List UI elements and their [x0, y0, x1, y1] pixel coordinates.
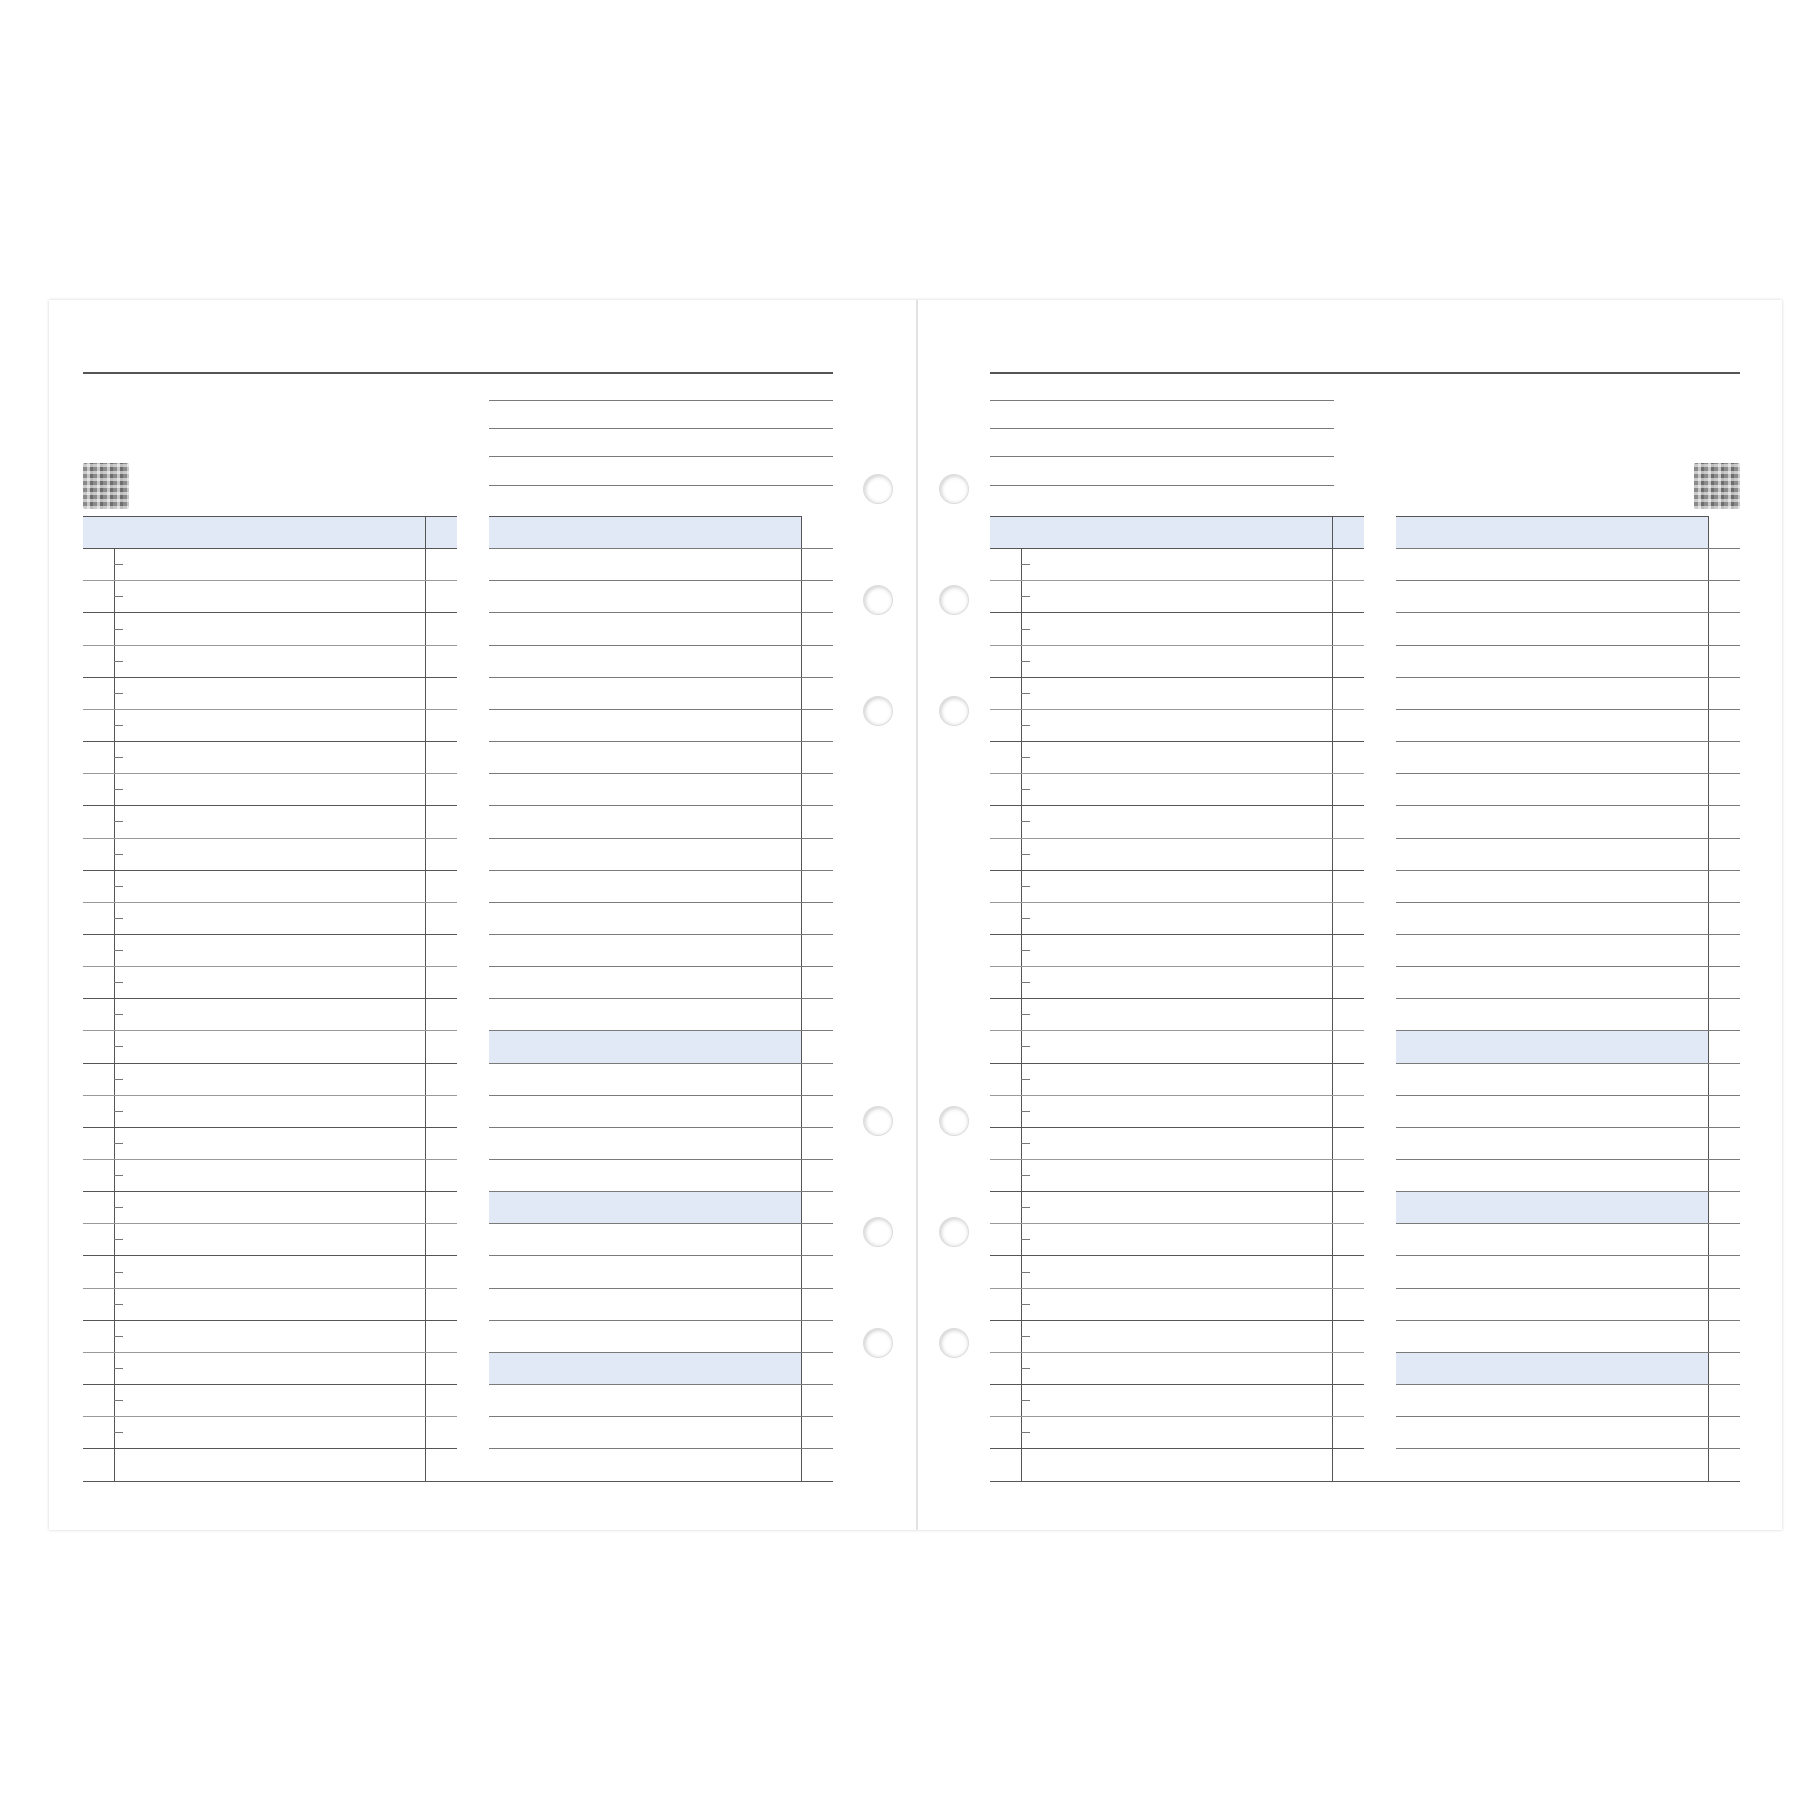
- today-line: [489, 400, 833, 401]
- schedule-line: [990, 645, 1364, 646]
- half-hour-tick: [114, 596, 123, 597]
- half-hour-tick: [1021, 1111, 1030, 1112]
- notes-line: [1396, 934, 1740, 935]
- half-hour-tick: [114, 1207, 123, 1208]
- half-hour-tick: [114, 1079, 123, 1080]
- schedule-line: [990, 1191, 1364, 1192]
- today-line: [990, 400, 1334, 401]
- notes-line: [1396, 1416, 1740, 1417]
- center-fold: [916, 300, 918, 1530]
- binder-hole: [863, 585, 893, 615]
- schedule-line: [83, 1448, 457, 1449]
- notes-line: [1396, 645, 1740, 646]
- schedule-line: [990, 1223, 1364, 1224]
- schedule-line: [990, 805, 1364, 806]
- notes-line: [1396, 838, 1740, 839]
- schedule-line: [990, 1063, 1364, 1064]
- half-hour-tick: [114, 1014, 123, 1015]
- half-hour-tick: [114, 854, 123, 855]
- half-hour-tick: [1021, 1046, 1030, 1047]
- notes-line: [1396, 1352, 1740, 1353]
- schedule-line: [83, 1063, 457, 1064]
- schedule-line: [990, 838, 1364, 839]
- half-hour-tick: [1021, 1143, 1030, 1144]
- today-line: [489, 456, 833, 457]
- half-hour-tick: [1021, 564, 1030, 565]
- half-hour-tick: [114, 1400, 123, 1401]
- schedule-line: [990, 1384, 1364, 1385]
- half-hour-tick: [1021, 789, 1030, 790]
- notes-line: [489, 998, 833, 999]
- schedule-line: [990, 612, 1364, 613]
- binder-hole: [863, 1217, 893, 1247]
- schedule-line: [83, 645, 457, 646]
- notes-line: [489, 773, 833, 774]
- notes-line: [489, 1352, 833, 1353]
- notes-line: [1396, 870, 1740, 871]
- half-hour-tick: [114, 1046, 123, 1047]
- half-hour-tick: [114, 693, 123, 694]
- half-hour-tick: [114, 886, 123, 887]
- schedule-line: [990, 741, 1364, 742]
- schedule-line: [990, 902, 1364, 903]
- schedule-line: [83, 773, 457, 774]
- half-hour-tick: [1021, 982, 1030, 983]
- half-hour-tick: [114, 1143, 123, 1144]
- today-line: [990, 485, 1334, 486]
- schedule-line: [83, 1255, 457, 1256]
- half-hour-tick: [1021, 821, 1030, 822]
- schedule-line: [990, 1448, 1364, 1449]
- half-hour-tick: [1021, 886, 1030, 887]
- binder-hole: [939, 1106, 969, 1136]
- qr-code-icon: [1694, 463, 1740, 509]
- schedule-line: [83, 677, 457, 678]
- notes-line: [489, 1416, 833, 1417]
- half-hour-tick: [1021, 1207, 1030, 1208]
- schedule-line: [83, 612, 457, 613]
- notes-line: [489, 934, 833, 935]
- notes-line: [489, 1288, 833, 1289]
- half-hour-tick: [114, 1336, 123, 1337]
- binder-hole: [939, 1217, 969, 1247]
- binder-hole: [863, 1328, 893, 1358]
- schedule-line: [83, 966, 457, 967]
- half-hour-tick: [114, 1304, 123, 1305]
- half-hour-tick: [1021, 1272, 1030, 1273]
- schedule-line: [83, 998, 457, 999]
- half-hour-tick: [114, 629, 123, 630]
- schedule-line: [990, 870, 1364, 871]
- notes-line: [1396, 612, 1740, 613]
- section-header-appointment: [83, 516, 457, 549]
- section-header-appointment: [990, 516, 1364, 549]
- schedule-line: [83, 1159, 457, 1160]
- notes-line: [489, 1384, 833, 1385]
- half-hour-tick: [1021, 1336, 1030, 1337]
- header-rule: [83, 372, 833, 374]
- notes-line: [489, 612, 833, 613]
- half-hour-tick: [1021, 918, 1030, 919]
- section-header-reminders: [489, 1352, 801, 1385]
- notes-line: [489, 580, 833, 581]
- today-line: [990, 428, 1334, 429]
- half-hour-tick: [1021, 725, 1030, 726]
- schedule-line: [83, 1384, 457, 1385]
- schedule-line: [990, 1416, 1364, 1417]
- half-hour-tick: [1021, 1304, 1030, 1305]
- schedule-line: [990, 677, 1364, 678]
- notes-line: [1396, 548, 1740, 549]
- schedule-line: [990, 934, 1364, 935]
- half-hour-tick: [1021, 757, 1030, 758]
- schedule-line: [990, 966, 1364, 967]
- half-hour-tick: [114, 950, 123, 951]
- notes-line: [1396, 1063, 1740, 1064]
- section-header-phone: [1396, 1030, 1708, 1063]
- notes-line: [489, 1095, 833, 1096]
- notes-line: [1396, 1223, 1740, 1224]
- half-hour-tick: [114, 1272, 123, 1273]
- half-hour-tick: [114, 789, 123, 790]
- half-hour-tick: [114, 982, 123, 983]
- notes-line: [489, 1127, 833, 1128]
- schedule-line: [83, 1030, 457, 1031]
- notes-line: [489, 645, 833, 646]
- notes-line: [489, 1191, 833, 1192]
- header-rule: [990, 372, 1740, 374]
- today-line: [489, 428, 833, 429]
- notes-line: [1396, 1159, 1740, 1160]
- notes-line: [489, 677, 833, 678]
- half-hour-tick: [114, 1432, 123, 1433]
- schedule-line: [83, 1416, 457, 1417]
- binder-hole: [863, 474, 893, 504]
- notes-line: [1396, 1191, 1740, 1192]
- half-hour-tick: [1021, 1432, 1030, 1433]
- half-hour-tick: [1021, 1368, 1030, 1369]
- schedule-line: [990, 1352, 1364, 1353]
- schedule-line: [990, 709, 1364, 710]
- schedule-line: [990, 1320, 1364, 1321]
- schedule-line: [83, 870, 457, 871]
- half-hour-tick: [1021, 661, 1030, 662]
- schedule-line: [990, 1095, 1364, 1096]
- schedule-line: [83, 1352, 457, 1353]
- schedule-line: [990, 580, 1364, 581]
- half-hour-tick: [1021, 1239, 1030, 1240]
- notes-line: [1396, 1320, 1740, 1321]
- notes-line: [1396, 1448, 1740, 1449]
- half-hour-tick: [114, 564, 123, 565]
- notes-line: [489, 870, 833, 871]
- notes-line: [1396, 966, 1740, 967]
- bottom-rule: [990, 1481, 1740, 1482]
- notes-line: [1396, 1384, 1740, 1385]
- notes-line: [489, 1255, 833, 1256]
- schedule-line: [83, 1095, 457, 1096]
- section-header-reminders: [1396, 1352, 1708, 1385]
- half-hour-tick: [114, 1368, 123, 1369]
- half-hour-tick: [114, 821, 123, 822]
- notes-line: [489, 1159, 833, 1160]
- notes-line: [1396, 1127, 1740, 1128]
- half-hour-tick: [1021, 1014, 1030, 1015]
- schedule-line: [83, 1223, 457, 1224]
- qr-code-icon: [83, 463, 129, 509]
- notes-line: [489, 709, 833, 710]
- notes-line: [1396, 1095, 1740, 1096]
- schedule-line: [83, 934, 457, 935]
- notes-line: [489, 548, 833, 549]
- notes-line: [489, 1448, 833, 1449]
- notes-line: [489, 966, 833, 967]
- schedule-line: [83, 1320, 457, 1321]
- section-header-delegate: [1396, 1191, 1708, 1224]
- binder-hole: [863, 696, 893, 726]
- notes-line: [489, 805, 833, 806]
- bottom-rule: [83, 1481, 833, 1482]
- section-header-delegate: [489, 1191, 801, 1224]
- binder-hole: [939, 1328, 969, 1358]
- half-hour-tick: [114, 757, 123, 758]
- half-hour-tick: [114, 1239, 123, 1240]
- notes-line: [1396, 773, 1740, 774]
- notes-line: [1396, 902, 1740, 903]
- binder-hole: [939, 696, 969, 726]
- today-line: [489, 485, 833, 486]
- schedule-line: [83, 1288, 457, 1289]
- schedule-line: [990, 773, 1364, 774]
- notes-line: [489, 741, 833, 742]
- schedule-line: [990, 1288, 1364, 1289]
- schedule-line: [83, 902, 457, 903]
- notes-line: [1396, 677, 1740, 678]
- half-hour-tick: [114, 1175, 123, 1176]
- schedule-line: [83, 580, 457, 581]
- half-hour-tick: [114, 918, 123, 919]
- half-hour-tick: [1021, 854, 1030, 855]
- notes-line: [489, 1063, 833, 1064]
- half-hour-tick: [1021, 693, 1030, 694]
- binder-hole: [939, 585, 969, 615]
- binder-hole: [863, 1106, 893, 1136]
- schedule-line: [990, 998, 1364, 999]
- today-line: [990, 456, 1334, 457]
- schedule-line: [83, 741, 457, 742]
- notes-line: [489, 838, 833, 839]
- schedule-line: [83, 1191, 457, 1192]
- half-hour-tick: [114, 725, 123, 726]
- schedule-line: [83, 805, 457, 806]
- half-hour-tick: [1021, 950, 1030, 951]
- notes-line: [1396, 1255, 1740, 1256]
- notes-line: [489, 1223, 833, 1224]
- notes-line: [489, 1030, 833, 1031]
- half-hour-tick: [114, 661, 123, 662]
- notes-line: [489, 902, 833, 903]
- schedule-line: [990, 1030, 1364, 1031]
- notes-line: [1396, 709, 1740, 710]
- notes-line: [1396, 1288, 1740, 1289]
- half-hour-tick: [1021, 1079, 1030, 1080]
- notes-line: [1396, 805, 1740, 806]
- half-hour-tick: [1021, 1175, 1030, 1176]
- half-hour-tick: [1021, 1400, 1030, 1401]
- half-hour-tick: [1021, 596, 1030, 597]
- section-header-todo: [1396, 516, 1708, 549]
- notes-line: [1396, 998, 1740, 999]
- binder-hole: [939, 474, 969, 504]
- section-header-phone: [489, 1030, 801, 1063]
- schedule-line: [83, 709, 457, 710]
- notes-line: [1396, 741, 1740, 742]
- notes-line: [1396, 580, 1740, 581]
- notes-line: [489, 1320, 833, 1321]
- schedule-line: [83, 838, 457, 839]
- half-hour-tick: [1021, 629, 1030, 630]
- notes-line: [1396, 1030, 1740, 1031]
- schedule-line: [990, 1159, 1364, 1160]
- section-header-todo: [489, 516, 801, 549]
- schedule-line: [83, 1127, 457, 1128]
- schedule-line: [990, 1255, 1364, 1256]
- schedule-line: [990, 1127, 1364, 1128]
- half-hour-tick: [114, 1111, 123, 1112]
